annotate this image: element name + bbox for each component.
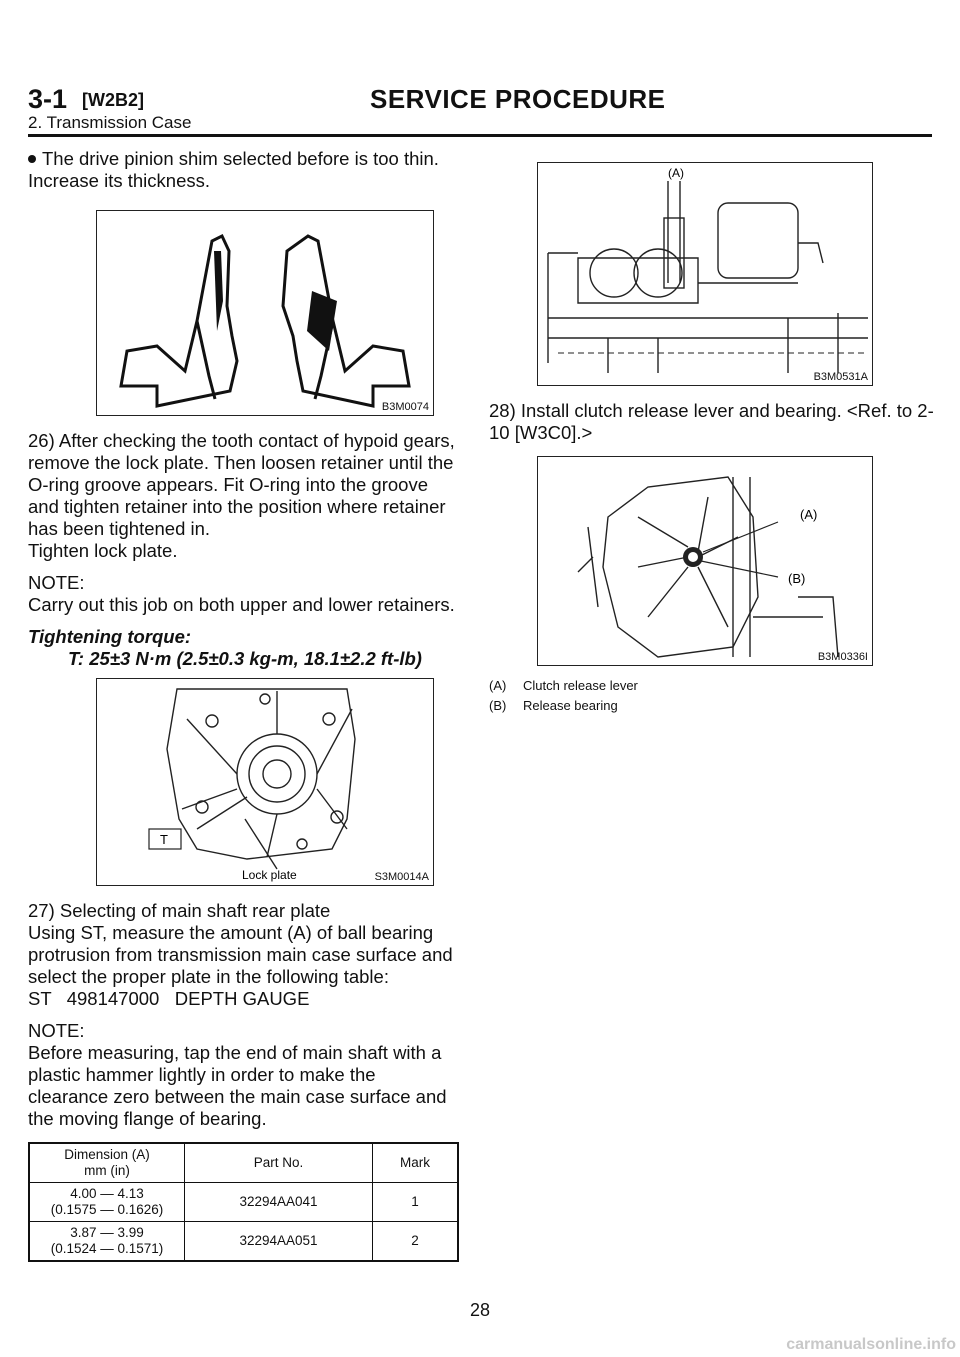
section-number: 3-1	[28, 84, 68, 114]
table-header-dimension: Dimension (A) mm (in)	[29, 1143, 185, 1183]
note-heading: NOTE:	[28, 1020, 85, 1041]
depth-gauge-illustration	[538, 163, 872, 385]
bullet-paragraph: The drive pinion shim selected before is too thin. Increase its thickness.	[28, 148, 439, 191]
header-rule	[28, 134, 932, 137]
table-header-part: Part No.	[185, 1143, 373, 1183]
figure-pinion-gears	[96, 210, 434, 416]
page-number: 28	[469, 1300, 491, 1320]
figure-code: B3M0531A	[813, 371, 868, 383]
clutch-label-b: (B)	[788, 571, 806, 586]
bullet-icon	[28, 155, 36, 163]
table-cell-dimension: 4.00 — 4.13	[70, 1186, 144, 1201]
step-27-title: 27) Selecting of main shaft rear plate	[28, 900, 331, 921]
lock-plate-illustration	[97, 679, 433, 885]
step-27-text: Using ST, measure the amount (A) of ball bearing protrusion from transmission main case surface and select the proper plate in the following table:	[28, 922, 453, 987]
note-heading: NOTE:	[28, 572, 85, 593]
depth-gauge-label-a: (A)	[668, 166, 684, 180]
table-cell-mark: 2	[373, 1222, 459, 1262]
step-28-text: 28) Install clutch release lever and bearing. <Ref. to 2-10 [W3C0].>	[489, 400, 934, 443]
step-27-st: ST 498147000 DEPTH GAUGE	[28, 988, 310, 1009]
page-title: SERVICE PROCEDURE	[370, 84, 666, 114]
step-26-text: 26) After checking the tooth contact of hypoid gears, remove the lock plate. Then loosen retainer until the O-ring groove appears. Fit O-ring into the groove and tighten retainer into the position where retainer has been tightened in.	[28, 430, 455, 539]
caption-item: (A) Clutch release lever	[489, 678, 638, 693]
figure-code: B3M0074	[381, 401, 429, 413]
page-subtitle: 2. Transmission Case	[28, 113, 192, 132]
table-cell-part: 32294AA041	[185, 1183, 373, 1222]
figure-code: S3M0014A	[374, 871, 429, 883]
table-cell-dimension-in: (0.1575 — 0.1626)	[50, 1202, 164, 1217]
watermark: carmanualsonline.info	[786, 1336, 956, 1353]
pinion-gears-illustration	[97, 211, 433, 415]
shim-selection-table	[28, 1142, 459, 1262]
section-code: [W2B2]	[82, 90, 144, 110]
table-cell-part: 32294AA051	[185, 1222, 373, 1262]
table-cell-mark: 1	[373, 1183, 459, 1222]
figure-captions	[489, 676, 934, 716]
table-cell-dimension: 3.87 — 3.99	[70, 1225, 144, 1240]
figure-lock-plate	[96, 678, 434, 886]
figure-code: B3M0336I	[817, 651, 868, 663]
torque-value: T: 25±3 N·m (2.5±0.3 kg-m, 18.1±2.2 ft-lb)	[68, 648, 422, 669]
right-column	[489, 148, 934, 716]
torque-heading: Tightening torque:	[28, 626, 192, 647]
left-column	[28, 148, 459, 1262]
note-text: Before measuring, tap the end of main shaft with a plastic hammer lightly in order to make the clearance zero between the main case surface and the moving flange of bearing.	[28, 1042, 447, 1129]
table-header-mark: Mark	[373, 1143, 459, 1183]
clutch-label-a: (A)	[800, 507, 818, 522]
note-text: Carry out this job on both upper and lower retainers.	[28, 594, 455, 615]
clutch-release-illustration	[538, 457, 872, 665]
step-26b-text: Tighten lock plate.	[28, 540, 178, 561]
lock-plate-label-t: T	[160, 832, 168, 847]
table-row	[29, 1222, 458, 1262]
table-row	[29, 1183, 458, 1222]
figure-clutch-release	[537, 456, 873, 666]
caption-item: (B) Release bearing	[489, 698, 618, 713]
table-cell-dimension-in: (0.1524 — 0.1571)	[50, 1241, 164, 1256]
figure-depth-gauge	[537, 162, 873, 386]
lock-plate-label: Lock plate	[242, 868, 297, 882]
